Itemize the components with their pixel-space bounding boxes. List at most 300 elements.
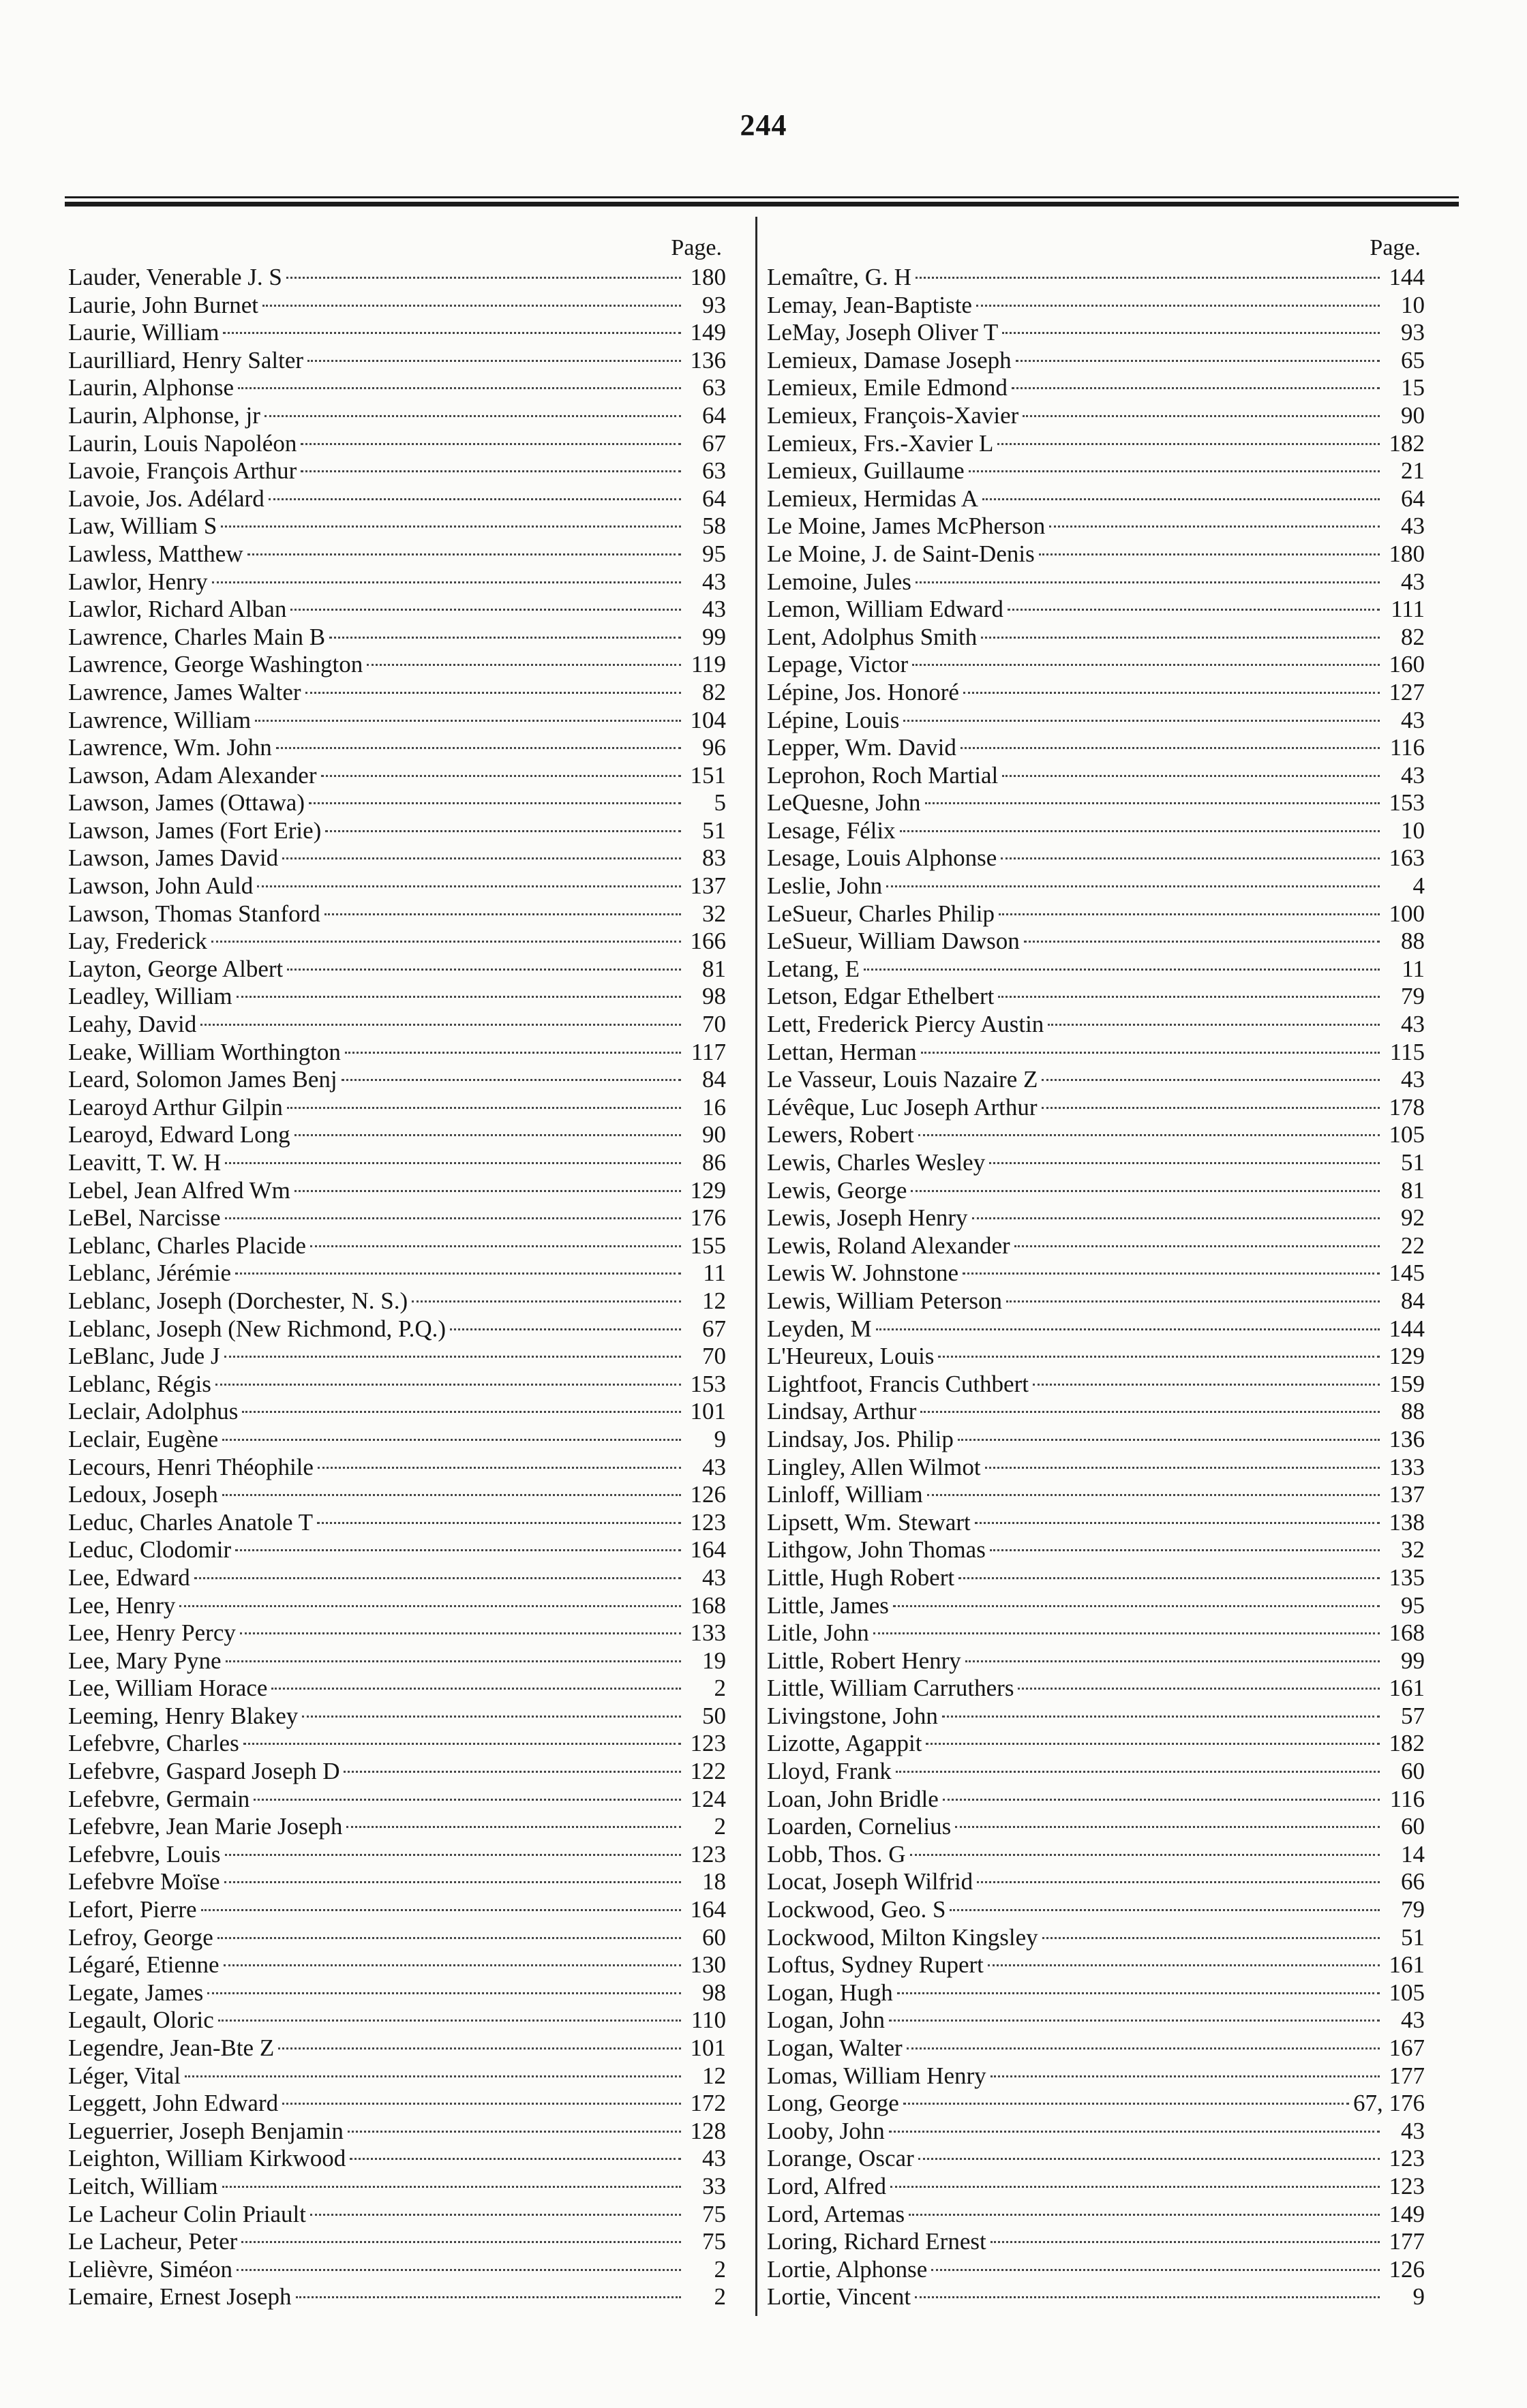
index-entry (767, 1039, 1425, 1067)
dot-leader (975, 1522, 1380, 1524)
dot-leader (942, 1716, 1380, 1718)
entry-name: Lewis, William Peterson (767, 1287, 1002, 1314)
entry-page: 160 (1389, 651, 1425, 678)
entry-page: 19 (702, 1647, 726, 1674)
entry-page: 105 (1389, 1121, 1425, 1148)
dot-leader (247, 553, 681, 555)
dot-leader (200, 1024, 681, 1026)
entry-page: 15 (1401, 374, 1425, 401)
entry-page: 43 (1401, 1066, 1425, 1093)
entry-name: Lawson, James (Ottawa) (68, 789, 305, 817)
entry-name: Leake, William Worthington (68, 1038, 341, 1065)
entry-name: Laurilliard, Henry Salter (68, 346, 304, 374)
dot-leader (218, 2020, 681, 2022)
entry-name: Lett, Frederick Piercy Austin (767, 1011, 1044, 1038)
entry-name: Laurie, John Burnet (68, 291, 258, 318)
entry-page: 43 (702, 1564, 726, 1591)
entry-name: Laurie, William (68, 319, 220, 346)
index-entry (68, 319, 726, 347)
left-index-column (68, 235, 726, 2311)
index-entry (767, 1454, 1425, 1482)
entry-name: Lefebvre, Gaspard Joseph D (68, 1758, 340, 1785)
entry-name: Letang, E (767, 955, 860, 982)
dot-leader (294, 1190, 681, 1192)
index-entry (767, 844, 1425, 872)
dot-leader (997, 443, 1380, 445)
dot-leader (926, 1743, 1380, 1745)
entry-name: Lent, Adolphus Smith (767, 623, 978, 650)
index-entry (767, 2118, 1425, 2146)
entry-page: 93 (702, 291, 726, 318)
entry-page: 177 (1389, 2062, 1425, 2089)
dot-leader (900, 830, 1380, 832)
index-entry (68, 1398, 726, 1426)
entry-name: Lettan, Herman (767, 1038, 917, 1065)
entry-page: 90 (1401, 401, 1425, 429)
entry-page: 164 (690, 1536, 726, 1564)
right-index-column (767, 235, 1425, 2311)
index-entry (68, 900, 726, 928)
entry-page: 51 (1401, 1923, 1425, 1951)
dot-leader (938, 1356, 1380, 1358)
dot-leader (1016, 360, 1380, 362)
entry-page: 79 (1401, 1896, 1425, 1923)
index-entry (767, 1786, 1425, 1814)
entry-page: 128 (690, 2117, 726, 2144)
entry-name: Lemon, William Edward (767, 596, 1003, 623)
entry-page: 43 (1401, 2117, 1425, 2144)
entry-name: Lewis, Charles Wesley (767, 1149, 986, 1176)
entry-name: Lewis, Joseph Henry (767, 1204, 968, 1232)
entry-page: 5 (714, 789, 726, 817)
entry-name: Lemay, Jean-Baptiste (767, 291, 972, 318)
index-entry (68, 983, 726, 1011)
dot-leader (224, 1964, 681, 1966)
dot-leader (342, 1079, 681, 1081)
entry-name: Lawlor, Henry (68, 568, 208, 595)
entry-page: 43 (1401, 568, 1425, 595)
index-entry (767, 624, 1425, 652)
entry-name: Lévêque, Luc Joseph Arthur (767, 1093, 1038, 1121)
index-entry (767, 1371, 1425, 1399)
index-entry (68, 817, 726, 845)
entry-name: Lindsay, Arthur (767, 1398, 917, 1425)
dot-leader (179, 1605, 681, 1607)
dot-leader (876, 1328, 1380, 1330)
entry-name: Locat, Joseph Wilfrid (767, 1868, 973, 1895)
entry-page: 63 (702, 457, 726, 485)
dot-leader (910, 1854, 1380, 1856)
index-entry (767, 817, 1425, 845)
dot-leader (1001, 857, 1380, 859)
entry-page: 153 (1389, 789, 1425, 817)
index-entry (68, 624, 726, 652)
entry-page: 101 (690, 1398, 726, 1425)
entry-name: Leprohon, Roch Martial (767, 761, 999, 789)
entry-page: 18 (702, 1868, 726, 1895)
index-entry (68, 2062, 726, 2090)
index-entry (767, 1813, 1425, 1841)
entry-page: 50 (702, 1702, 726, 1729)
index-entry (767, 2228, 1425, 2256)
dot-leader (217, 1937, 681, 1939)
entry-name: Leduc, Clodomir (68, 1536, 232, 1564)
entry-page: 2 (714, 2255, 726, 2283)
entry-page: 136 (690, 346, 726, 374)
index-entry (767, 2173, 1425, 2201)
entry-page: 168 (690, 1591, 726, 1619)
entry-page: 4 (1412, 872, 1425, 900)
dot-leader (911, 1190, 1380, 1192)
dot-leader (1012, 387, 1380, 389)
index-entry (68, 1786, 726, 1814)
dot-leader (269, 498, 681, 500)
index-entry (68, 762, 726, 790)
index-entry (767, 540, 1425, 568)
entry-page: 133 (690, 1619, 726, 1647)
entry-name: Lemoine, Jules (767, 568, 911, 595)
dot-leader (985, 1467, 1380, 1469)
dot-leader (222, 2186, 681, 2188)
entry-name: Leeming, Henry Blakey (68, 1702, 299, 1729)
index-entry (767, 1536, 1425, 1564)
index-entry (767, 1592, 1425, 1620)
entry-page: 64 (702, 401, 726, 429)
dot-leader (1042, 1107, 1380, 1109)
entry-name: Lawrence, William (68, 706, 252, 733)
dot-leader (989, 1162, 1380, 1164)
entry-name: Lockwood, Geo. S (767, 1896, 946, 1923)
entry-name: Lesage, Louis Alphonse (767, 844, 997, 872)
index-entry (767, 457, 1425, 485)
entry-page: 60 (1401, 1758, 1425, 1785)
entry-page: 16 (702, 1093, 726, 1121)
entry-page: 60 (702, 1923, 726, 1951)
dot-leader (1039, 553, 1380, 555)
entry-page: 155 (690, 1232, 726, 1259)
entry-name: Lobb, Thos. G (767, 1840, 906, 1868)
entry-page: 81 (1401, 1176, 1425, 1204)
dot-leader (977, 1881, 1380, 1883)
entry-name: Loan, John Bridle (767, 1785, 939, 1812)
entry-name: Lee, William Horace (68, 1675, 268, 1702)
index-entry (68, 1039, 726, 1067)
index-entry (68, 1868, 726, 1896)
entry-name: Lawrence, Wm. John (68, 734, 272, 761)
dot-leader (329, 637, 681, 639)
entry-page: 9 (714, 1425, 726, 1452)
entry-page: 116 (1389, 734, 1425, 761)
dot-leader (931, 2269, 1380, 2271)
index-entry (767, 347, 1425, 375)
entry-page: 138 (1389, 1508, 1425, 1536)
index-entry (68, 734, 726, 762)
dot-leader (958, 1577, 1380, 1579)
entry-name: Lawson, Adam Alexander (68, 761, 317, 789)
entry-name: Livingstone, John (767, 1702, 938, 1729)
index-entry (68, 430, 726, 458)
dot-leader (222, 1439, 681, 1441)
dot-leader (950, 1909, 1380, 1911)
index-entry (767, 679, 1425, 707)
entry-page: 43 (1401, 513, 1425, 540)
entry-name: Leblanc, Jérémie (68, 1260, 232, 1287)
entry-name: Lépine, Louis (767, 706, 900, 733)
entry-page: 92 (1401, 1204, 1425, 1232)
dot-leader (886, 885, 1380, 887)
dot-leader (909, 2214, 1380, 2216)
dot-leader (310, 1245, 681, 1247)
entry-name: Laurin, Alphonse, jr (68, 401, 260, 429)
entry-page: 126 (690, 1481, 726, 1508)
dot-leader (1048, 1024, 1380, 1026)
entry-page: 124 (690, 1785, 726, 1812)
index-entry (68, 2007, 726, 2034)
index-entry (767, 1979, 1425, 2007)
entry-name: Leclair, Eugène (68, 1425, 219, 1452)
index-entry (68, 264, 726, 292)
entry-page: 119 (691, 651, 726, 678)
entry-page: 70 (702, 1011, 726, 1038)
dot-leader (257, 885, 681, 887)
entry-page: 95 (1401, 1591, 1425, 1619)
dot-leader (243, 1743, 681, 1745)
dot-leader (226, 1660, 681, 1662)
index-entry (68, 1896, 726, 1924)
index-entry (767, 596, 1425, 624)
entry-page: 32 (702, 900, 726, 927)
entry-page: 122 (690, 1758, 726, 1785)
dot-leader (893, 1605, 1380, 1607)
entry-page: 2 (714, 2283, 726, 2311)
entry-name: Legate, James (68, 1979, 204, 2006)
entry-page: 12 (702, 2062, 726, 2089)
entry-page: 101 (690, 2034, 726, 2061)
entry-name: Lemieux, Guillaume (767, 457, 965, 485)
index-entry (68, 540, 726, 568)
entry-page: 144 (1389, 1315, 1425, 1342)
entry-page: 129 (1389, 1343, 1425, 1370)
index-entry (68, 844, 726, 872)
dot-leader (223, 332, 681, 334)
index-entry (68, 2173, 726, 2201)
dot-leader (345, 1052, 681, 1054)
entry-name: Leblanc, Régis (68, 1370, 211, 1397)
entry-name: Leslie, John (767, 872, 883, 900)
index-entry (767, 1011, 1425, 1039)
index-entry (68, 1619, 726, 1647)
dot-leader (290, 609, 681, 611)
entry-page: 33 (702, 2172, 726, 2199)
dot-leader (225, 1217, 681, 1219)
entry-page: 11 (703, 1260, 726, 1287)
entry-page: 104 (690, 706, 726, 733)
index-entry (767, 1896, 1425, 1924)
dot-leader (1024, 941, 1380, 943)
entry-page: 67 (702, 1315, 726, 1342)
dot-leader (194, 1577, 681, 1579)
dot-leader (1002, 775, 1380, 777)
entry-page: 177 (1389, 2228, 1425, 2255)
dot-leader (991, 2241, 1380, 2243)
entry-name: Lortie, Vincent (767, 2283, 911, 2311)
entry-page: 180 (1389, 540, 1425, 567)
entry-page: 22 (1401, 1232, 1425, 1259)
index-entry (68, 1287, 726, 1315)
entry-page: 159 (1389, 1370, 1425, 1397)
entry-page: 21 (1401, 457, 1425, 485)
dot-leader (1042, 1937, 1380, 1939)
index-entry (68, 1536, 726, 1564)
index-entry (68, 2145, 726, 2173)
entry-name: Lemieux, François-Xavier (767, 401, 1019, 429)
dot-leader (982, 498, 1380, 500)
index-entry (767, 762, 1425, 790)
entry-name: Laurin, Louis Napoléon (68, 429, 297, 457)
dot-leader (324, 913, 681, 915)
dot-leader (282, 857, 681, 859)
index-entry (68, 956, 726, 984)
entry-name: Lortie, Alphonse (767, 2255, 928, 2283)
dot-leader (991, 2075, 1380, 2077)
entry-name: Lepper, Wm. David (767, 734, 956, 761)
index-entry (68, 1094, 726, 1122)
entry-name: Lawson, Thomas Stanford (68, 900, 320, 927)
index-entry (767, 2145, 1425, 2173)
entry-name: Le Vasseur, Louis Nazaire Z (767, 1066, 1038, 1093)
index-entry (68, 1592, 726, 1620)
dot-leader (350, 2158, 681, 2160)
entry-page: 84 (702, 1066, 726, 1093)
dot-leader (301, 470, 681, 472)
dot-leader (317, 1522, 681, 1524)
entry-page: 182 (1389, 429, 1425, 457)
dot-leader (965, 1660, 1380, 1662)
entry-page: 99 (1401, 1647, 1425, 1674)
dot-leader (215, 1384, 681, 1386)
dot-leader (864, 969, 1380, 971)
entry-name: Lawrence, George Washington (68, 651, 363, 678)
dot-leader (925, 802, 1380, 804)
dot-leader (969, 470, 1380, 472)
entry-page: 60 (1401, 1813, 1425, 1840)
entry-name: Leavitt, T. W. H (68, 1149, 222, 1176)
index-entry (68, 1149, 726, 1177)
index-entry (767, 1204, 1425, 1232)
entry-page: 168 (1389, 1619, 1425, 1647)
index-entry (68, 2090, 726, 2118)
entry-name: LeSueur, Charles Philip (767, 900, 995, 927)
entry-name: Leahy, David (68, 1011, 197, 1038)
index-entry (767, 1481, 1425, 1509)
dot-leader (255, 720, 681, 722)
entry-page: 43 (1401, 706, 1425, 733)
dot-leader (889, 2131, 1380, 2133)
entry-name: Léger, Vital (68, 2062, 181, 2089)
dot-leader (296, 2296, 681, 2298)
dot-leader (1033, 1384, 1380, 1386)
index-entry (68, 1730, 726, 1758)
index-entry (767, 1426, 1425, 1454)
entry-page: 65 (1401, 346, 1425, 374)
entry-page: 163 (1389, 844, 1425, 872)
index-entry (68, 1813, 726, 1841)
dot-leader (211, 941, 681, 943)
index-entry (767, 1260, 1425, 1287)
entry-name: Little, James (767, 1591, 889, 1619)
entry-name: Lepage, Victor (767, 651, 909, 678)
index-entry (767, 402, 1425, 430)
index-entry (767, 430, 1425, 458)
dot-leader (963, 692, 1380, 694)
dot-leader (346, 1826, 681, 1828)
entry-page: 182 (1389, 1730, 1425, 1757)
index-entry (68, 1121, 726, 1149)
entry-name: Lelièvre, Siméon (68, 2255, 233, 2283)
entry-page: 93 (1401, 319, 1425, 346)
entry-name: Legault, Oloric (68, 2007, 214, 2034)
entry-page: 116 (1389, 1785, 1425, 1812)
index-entry (68, 1454, 726, 1482)
entry-page: 123 (1389, 2172, 1425, 2199)
entry-name: LeSueur, William Dawson (767, 928, 1020, 955)
dot-leader (1006, 1300, 1380, 1302)
entry-name: Lemaître, G. H (767, 264, 911, 290)
dot-leader (221, 525, 681, 528)
entry-page: 12 (702, 1287, 726, 1314)
entry-page: 43 (702, 596, 726, 623)
index-entry (767, 1232, 1425, 1260)
dot-leader (240, 1632, 681, 1634)
entry-page: 67, 176 (1353, 2090, 1425, 2117)
entry-page: 136 (1389, 1425, 1425, 1452)
header-rule-top (65, 196, 1459, 198)
entry-page: 67 (702, 429, 726, 457)
index-entry (767, 485, 1425, 513)
dot-leader (238, 387, 681, 389)
index-entry (767, 1177, 1425, 1205)
index-entry (68, 872, 726, 900)
entry-name: Learoyd Arthur Gilpin (68, 1093, 283, 1121)
entry-name: Lockwood, Milton Kingsley (767, 1923, 1038, 1951)
index-entry (767, 2062, 1425, 2090)
dot-leader (224, 1881, 681, 1883)
dot-leader (450, 1328, 681, 1330)
entry-name: Lingley, Allen Wilmot (767, 1453, 981, 1480)
entry-page: 82 (702, 678, 726, 705)
dot-leader (943, 1799, 1380, 1801)
index-entry (68, 679, 726, 707)
entry-name: LeMay, Joseph Oliver T (767, 319, 999, 346)
entry-page: 2 (714, 1675, 726, 1702)
entry-page: 51 (702, 817, 726, 844)
entry-page: 75 (702, 2200, 726, 2227)
entry-name: LeBlanc, Jude J (68, 1343, 220, 1370)
index-entry (767, 568, 1425, 596)
index-entry (68, 1232, 726, 1260)
entry-name: LeQuesne, John (767, 789, 921, 817)
entry-name: Looby, John (767, 2117, 885, 2144)
entry-name: Lipsett, Wm. Stewart (767, 1508, 971, 1536)
entry-name: Lawrence, James Walter (68, 678, 301, 705)
entry-name: Lawson, John Auld (68, 872, 254, 900)
dot-leader (972, 1217, 1380, 1219)
dot-leader (999, 913, 1380, 915)
index-entry (68, 1924, 726, 1952)
entry-name: Logan, Hugh (767, 1979, 893, 2006)
index-entry (68, 1647, 726, 1675)
dot-leader (916, 277, 1380, 279)
